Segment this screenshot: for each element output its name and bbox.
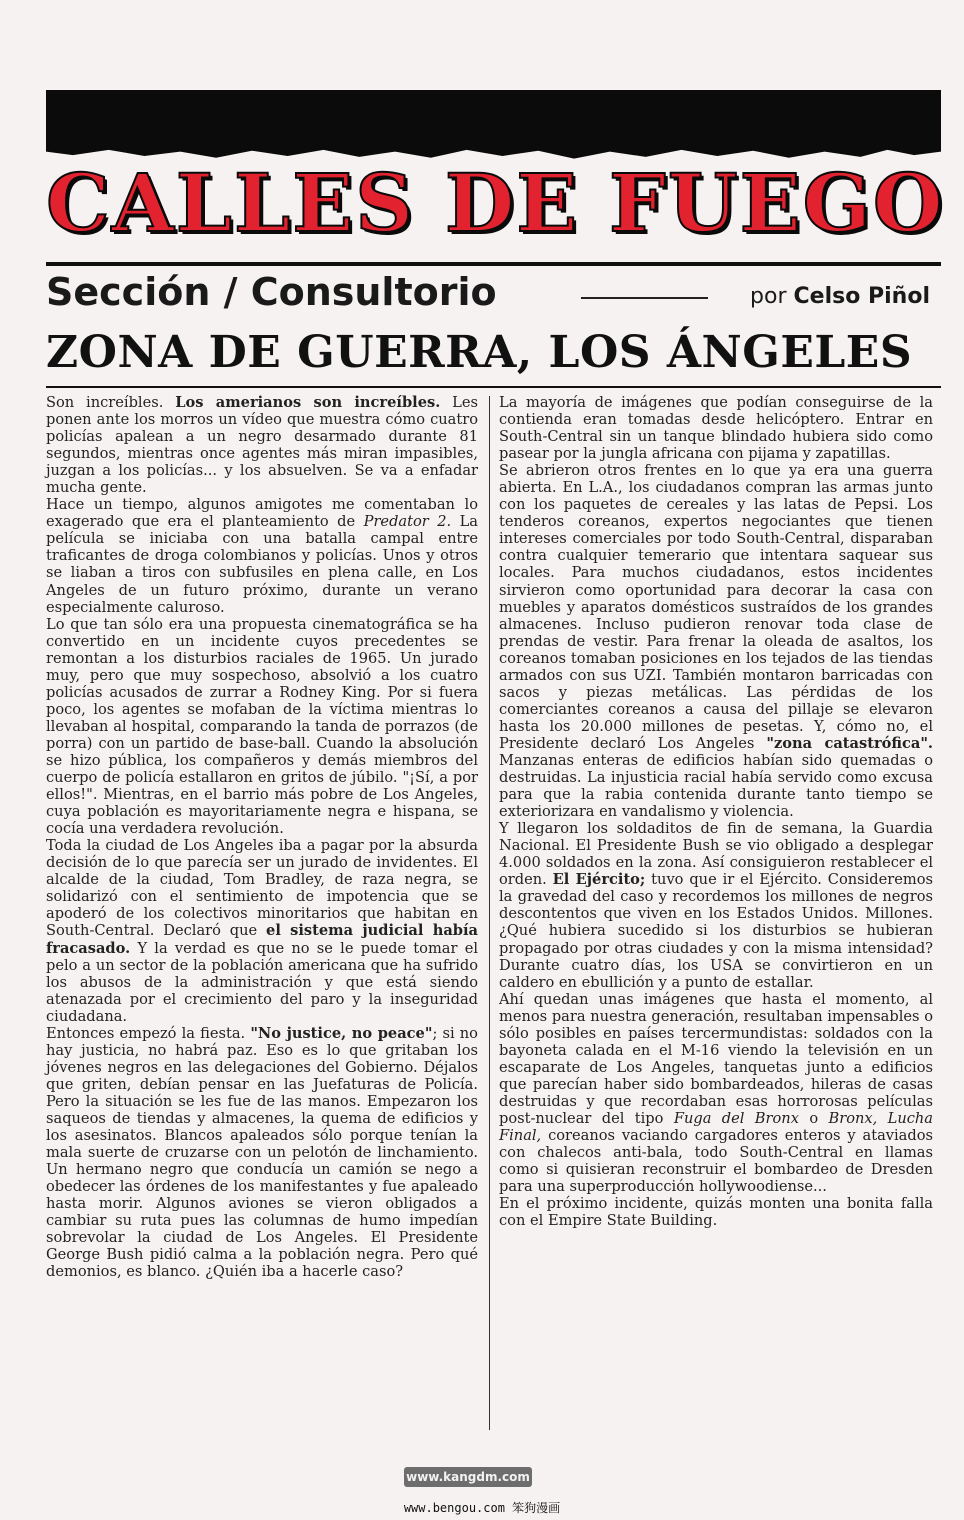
paragraph	[499, 462, 933, 820]
article-column-left	[46, 394, 478, 1280]
emphasis-italic: Fuga del Bronx	[673, 1109, 799, 1127]
byline	[750, 282, 930, 312]
paragraph	[46, 1025, 478, 1281]
watermark-line: www.bengou.com 笨狗漫画	[403, 1501, 561, 1515]
text-run: Son increíbles.	[46, 394, 176, 411]
byline-prefix: por	[750, 284, 787, 309]
byline-author: Celso Piñol	[793, 284, 930, 309]
emphasis-italic: Predator 2.	[363, 513, 452, 531]
emphasis-bold: Los amerianos son increíbles.	[175, 394, 441, 411]
text-run: Y llegaron los soldaditos de fin de semana, la Guardia Nacional. El Presidente Bush se vio obligado a desplegar 4.000 soldados en la zona. Así consiguieron restablecer el orden.	[499, 820, 933, 889]
paragraph	[499, 991, 933, 1196]
text-run: Y la verdad es que no se le puede tomar el pelo a un sector de la población americana que ha sufrido los abusos de la administración y que está siendo atenazada por el crecimiento del paro y la inseguridad ciudadana.	[46, 939, 478, 1025]
emphasis-italic: Bronx, Lucha Final,	[499, 1109, 934, 1145]
text-run: En el próximo incidente, quizás monten una bonita falla con el Empire State Building.	[499, 1195, 933, 1230]
text-run: Hace un tiempo, algunos amigotes me comentaban lo exagerado que era el planteamiento de	[46, 496, 478, 531]
text-run: Les ponen ante los morros un vídeo que muestra cómo cuatro policías apalean a un negro desarmado durante 81 segundos, mientras once agentes más miran impasibles, juzgan a los policías... y los absuelven. Se va a enfadar mucha gente.	[46, 394, 478, 497]
text-run: La mayoría de imágenes que podían conseguirse de la contienda eran tomadas desde helicóptero. Entrar en South-Central sin un tanque blindado hubiera sido como pasear por la jungla africana con pijama y zapatillas.	[499, 394, 933, 463]
text-run: Se abrieron otros frentes en lo que ya era una guerra abierta. En L.A., los ciudadanos compran las armas junto con los paquetes de cereales y las latas de Pepsi. Los tenderos coreanos, expertos negociantes que tienen intereses comerciales por todo South-Central, disparaban contra cualquier temerario que intentara saquear sus locales. Para muchos ciudadanos, estos incidentes sirvieron como oportunidad para decorar la casa con muebles y aparatos domésticos sustraídos de los grandes almacenes. Incluso pudieron renovar toda clase de prendas de vestir. Para frenar la oleada de asaltos, los coreanos tomaban posiciones en los tejados de las tiendas armados con sus UZI. También montaron barricadas con sacos y piezas metálicas. Las pérdidas de los comerciantes coreanos a causa del pillaje se elevaron hasta los 20.000 millones de pesetas. Y, cómo no, el Presidente declaró Los Angeles	[499, 462, 933, 752]
headline-rule	[46, 386, 941, 388]
text-run: Manzanas enteras de edificios habían sido quemadas o destruidas. La injusticia racial había servido como excusa para que la rabia contenida durante tanto tiempo se exteriorizara en vandalismo y violencia.	[499, 751, 933, 821]
paragraph	[499, 394, 933, 462]
paragraph	[46, 394, 478, 496]
title-dash	[581, 297, 708, 299]
text-run: tuvo que ir el Ejército. Consideremos la gravedad del caso y recordemos los millones de negros descontentos que viven en los Estados Unidos. Millones. ¿Qué hubiera sucedido si los disturbios se hubieran propagado por otras ciudades y con la misma intensidad? Durante cuatro días, los USA se convirtieron en un caldero en ebullición y a punto de estallar.	[499, 871, 934, 991]
text-run: Lo que tan sólo era una propuesta cinematográfica se ha convertido en un incidente cuyos precedentes se remontan a los disturbios raciales de 1965. Un jurado muy, pero que muy sospechoso, absolvió a los cuatro policías acusados de zurrar a Rodney King. Por si fuera poco, los agentes se mofaban de la víctima mientras lo llevaban al hospital, comparando la tanda de porrazos (de porra) con un partido de base-ball. Cuando la absolución se hizo pública, los compañeros y demás miembros del cuerpo de policía estallaron en gritos de júbilo. "¡Sí, a por ellos!". Mientras, en el barrio más pobre de Los Angeles, cuya población es mayoritariamente negra e hispana, se cocía una verdadera revolución.	[46, 615, 478, 838]
paragraph	[46, 616, 478, 838]
watermark-badge: www.kangdm.com	[404, 1467, 532, 1487]
paragraph	[46, 496, 478, 615]
text-run: Entonces empezó la fiesta.	[46, 1024, 251, 1042]
column-divider	[489, 396, 490, 1430]
emphasis-bold: "zona catastrófica".	[766, 734, 934, 752]
article-headline: ZONA DE GUERRA, LOS ÁNGELES	[46, 327, 913, 378]
text-run: coreanos vaciando cargadores enteros y ataviados con chalecos anti-bala, todo South-Central en llamas como si quisieran reconstruir el bombardeo de Dresden para una superproducción hollywoodiense...	[499, 1127, 933, 1196]
masthead-title: CALLES DE FUEGO	[46, 156, 945, 250]
text-run: La película se iniciaba con una batalla campal entre traficantes de droga colombianos y policías. Unos y otros se liaban a tiros con subfusiles en plena calle, en Los Angeles de un futuro próximo, durante un verano especialmente caluroso.	[46, 513, 478, 616]
emphasis-bold: el sistema judicial había fracasado.	[46, 922, 478, 957]
paragraph	[499, 820, 933, 990]
paragraph	[499, 1195, 933, 1229]
masthead-rule	[46, 262, 941, 266]
section-title: Sección / Consultorio	[46, 270, 497, 314]
text-run: ; si no hay justicia, no habrá paz. Eso es lo que gritaban los jóvenes negros en las delegaciones del Gobierno. Déjalos que griten, debían pensar en las Juefaturas de Policía. Pero la situación se les fue de las manos. Empezaron los saqueos de tiendas y almacenes, la quema de edificios y los asesinatos. Blancos apaleados sólo porque tenían la mala suerte de cruzarse con un pelotón de linchamiento. Un hermano negro que conducía un camión se nego a obedecer las órdenes de los manifestantes y fue apaleado hasta morir. Algunos aviones se vieron obligados a cambiar su ruta pues las columnas de humo impedían sobrevolar la ciudad de Los Angeles. El Presidente George Bush pidió calma a la población negra. Pero qué demonios, es blanco. ¿Quién iba a hacerle caso?	[46, 1024, 478, 1281]
paragraph	[46, 837, 478, 1025]
emphasis-bold: "No justice, no peace"	[250, 1024, 433, 1042]
emphasis-bold: El Ejército;	[552, 871, 646, 889]
text-run: o	[798, 1109, 829, 1127]
text-run: Ahí quedan unas imágenes que hasta el momento, al menos para nuestra generación, resultaban impensables o sólo posibles en países tercermundistas: soldados con la bayoneta calada en el M-16 viendo la televisión en un escaparate de Los Angeles, tanquetas junto a edificios que parecían haber sido bombardeados, hileras de casas destruidas y que recordaban esas horrorosas películas post-nuclear del tipo	[499, 990, 933, 1127]
text-run: Toda la ciudad de Los Angeles iba a pagar por la absurda decisión de lo que parecía ser un jurado de invidentes. El alcalde de la ciudad, Tom Bradley, de raza negra, se solidarizó con el sentimiento de impotencia que se apoderó de los colectivos minoritarios que habitan en South-Central. Declaró que	[46, 837, 478, 940]
article-column-right	[499, 394, 933, 1229]
